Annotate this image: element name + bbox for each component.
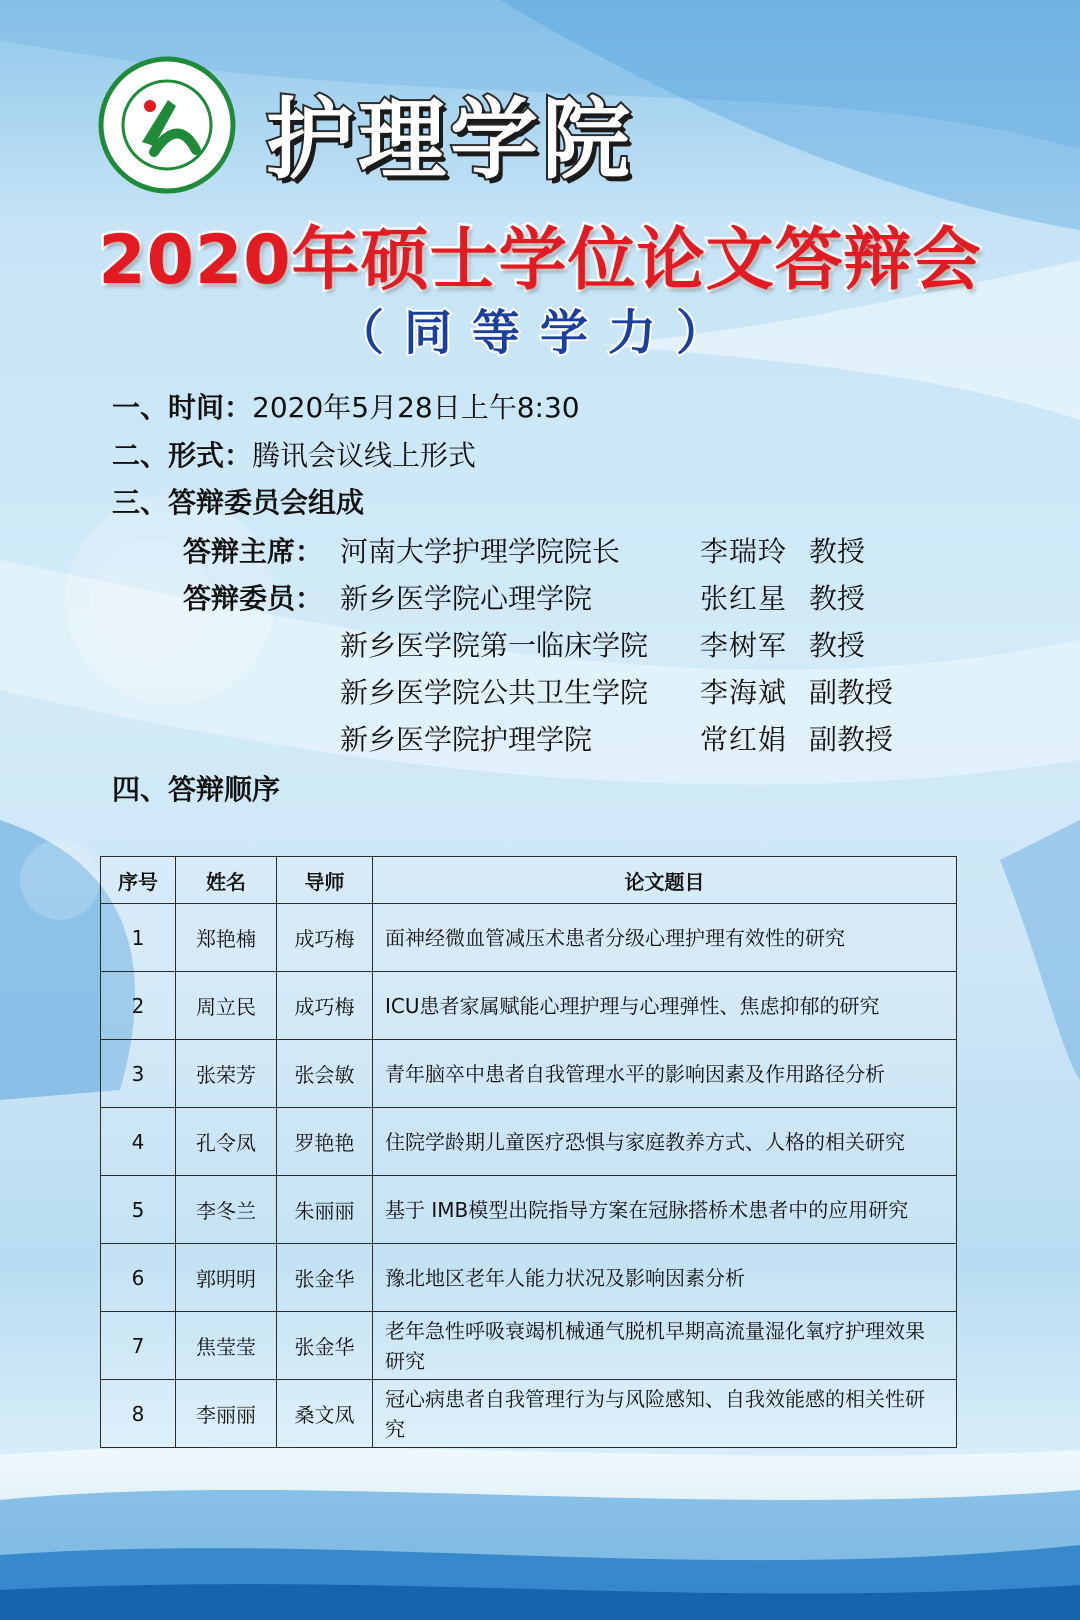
table-row [101,904,957,972]
advisor-name: 成巧梅 [277,972,373,1040]
member-role: 答辩委员： [183,582,324,615]
member-rank: 教授 [809,535,866,568]
row-number: 8 [101,1380,176,1448]
advisor-name: 张金华 [277,1244,373,1312]
row-number: 5 [101,1176,176,1244]
member-unit: 新乡医学院公共卫生学院 [340,676,649,709]
thesis-topic: 老年急性呼吸衰竭机械通气脱机早期高流量湿化氧疗护理效果研究 [373,1312,957,1380]
table-row [101,1108,957,1176]
member-name: 李瑞玲 [700,535,788,568]
column-header: 姓名 [176,857,277,904]
committee-heading: 三、答辩委员会组成 [112,486,365,519]
student-name: 郭明明 [176,1244,277,1312]
school-name: 护理学院 [266,88,635,191]
member-unit: 新乡医学院心理学院 [340,582,593,615]
table-header-row [101,857,957,904]
thesis-topic: 面神经微血管减压术患者分级心理护理有效性的研究 [373,904,957,972]
university-logo [98,56,236,194]
thesis-topic: ICU患者家属赋能心理护理与心理弹性、焦虑抑郁的研究 [373,972,957,1040]
member-rank: 教授 [809,582,866,615]
row-number: 3 [101,1040,176,1108]
row-number: 6 [101,1244,176,1312]
committee-member [183,720,943,760]
advisor-name: 张会敏 [277,1040,373,1108]
student-name: 张荣芳 [176,1040,277,1108]
member-rank: 副教授 [809,676,894,709]
member-role: 答辩主席： [183,535,324,568]
advisor-name: 朱丽丽 [277,1176,373,1244]
thesis-topic: 住院学龄期儿童医疗恐惧与家庭教养方式、人格的相关研究 [373,1108,957,1176]
thesis-topic: 冠心病患者自我管理行为与风险感知、自我效能感的相关性研究 [373,1380,957,1448]
column-header: 论文题目 [373,857,957,904]
student-name: 孔令凤 [176,1108,277,1176]
time-line [112,388,580,428]
thesis-topic: 青年脑卒中患者自我管理水平的影响因素及作用路径分析 [373,1040,957,1108]
member-rank: 教授 [809,629,866,662]
thesis-topic: 基于 IMB模型出院指导方案在冠脉搭桥术患者中的应用研究 [373,1176,957,1244]
advisor-name: 罗艳艳 [277,1108,373,1176]
advisor-name: 桑文凤 [277,1380,373,1448]
student-name: 焦莹莹 [176,1312,277,1380]
member-name: 张红星 [700,582,788,615]
table-row [101,972,957,1040]
column-header: 序号 [101,857,176,904]
table-row [101,1176,957,1244]
table-row [101,1040,957,1108]
time-value: 2020年5月28日上午8:30 [252,391,580,424]
row-number: 2 [101,972,176,1040]
format-label: 二、形式： [112,439,253,472]
table-row [101,1244,957,1312]
order-heading: 四、答辩顺序 [112,773,281,806]
member-unit: 新乡医学院第一临床学院 [340,629,649,662]
row-number: 1 [101,904,176,972]
committee-member [183,673,943,713]
student-name: 李冬兰 [176,1176,277,1244]
member-name: 李树军 [700,629,788,662]
member-unit: 新乡医学院护理学院 [340,723,593,756]
member-unit: 河南大学护理学院院长 [340,535,621,568]
event-title: 2020年硕士学位论文答辩会 [98,221,982,300]
format-value: 腾讯会议线上形式 [252,439,477,472]
committee-member [183,626,943,666]
advisor-name: 成巧梅 [277,904,373,972]
column-header: 导师 [277,857,373,904]
table-row [101,1312,957,1380]
member-name: 常红娟 [700,723,788,756]
time-label: 一、时间： [112,391,253,424]
defense-order-table [100,856,957,1448]
member-name: 李海斌 [700,676,788,709]
student-name: 周立民 [176,972,277,1040]
student-name: 李丽丽 [176,1380,277,1448]
thesis-topic: 豫北地区老年人能力状况及影响因素分析 [373,1244,957,1312]
table-row [101,1380,957,1448]
format-line [112,436,476,476]
student-name: 郑艳楠 [176,904,277,972]
committee-member [183,532,943,572]
advisor-name: 张金华 [277,1312,373,1380]
row-number: 7 [101,1312,176,1380]
member-rank: 副教授 [809,723,894,756]
event-subtitle: （同等学力） [335,305,744,361]
row-number: 4 [101,1108,176,1176]
committee-member [183,579,943,619]
